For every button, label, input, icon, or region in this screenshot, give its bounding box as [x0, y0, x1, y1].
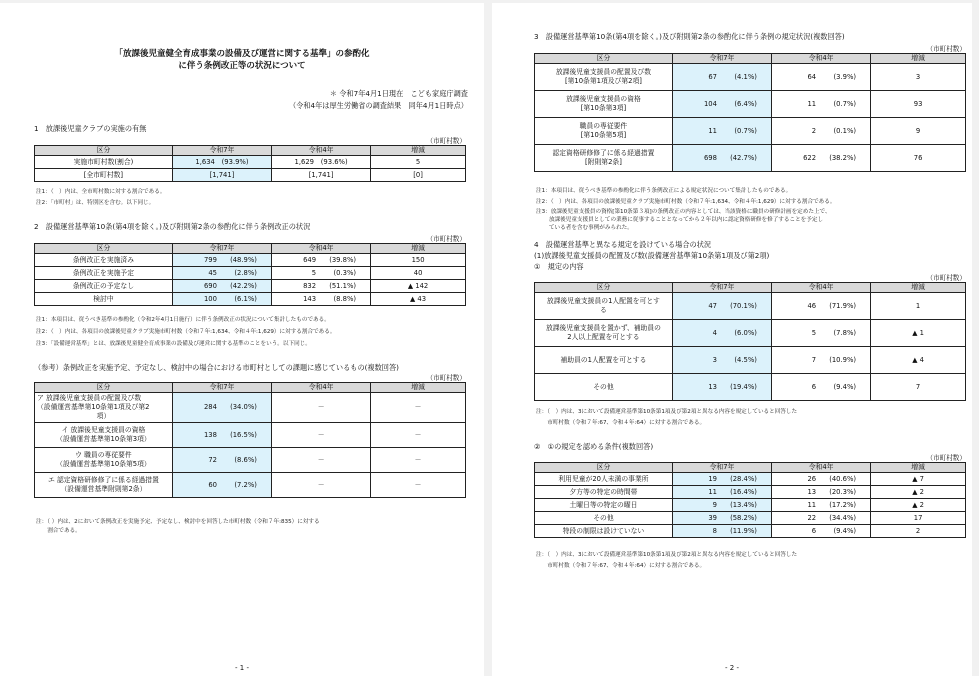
value-r7: 138 (16.5%) [172, 423, 271, 448]
col-header: 令和7年 [172, 383, 271, 393]
value-r7: 799 (48.9%) [172, 254, 271, 267]
row-label: 特段の制限は設けていない [535, 525, 673, 538]
reference-table-wrap [34, 374, 466, 498]
value-r7: 100 (6.1%) [172, 293, 271, 306]
value-r4: － [272, 473, 371, 498]
col-header: 区分 [35, 244, 173, 254]
value-r7: 9 (13.4%) [672, 499, 771, 512]
value-r7: 11 (0.7%) [672, 118, 771, 145]
value-r7: 39 (58.2%) [672, 512, 771, 525]
note: 放課後児童支援員としての業務に従事することとなってから２年以内に認定資格研修を修了することを予定し [536, 217, 824, 223]
col-header: 増減 [871, 54, 966, 64]
note: 割合である。 [36, 528, 81, 534]
value-r7: 11 (16.4%) [672, 486, 771, 499]
value-r7: 60 (7.2%) [172, 473, 271, 498]
value-diff: 7 [871, 374, 966, 401]
reference-heading: （参考）条例改正を実施予定、予定なし、検討中の場合における市町村としての課題に感じているもの(複数回答) [34, 363, 399, 372]
section-1-heading: 1 放課後児童クラブの実施の有無 [34, 124, 147, 133]
section-5-table-wrap [534, 454, 966, 538]
value-diff: [0] [371, 169, 466, 182]
section-3-heading: 3 設備運営基準第10条(第4項を除く。)及び附則第2条の参酌化に伴う条例の規定状況(複数回答) [534, 32, 845, 41]
value-r7: 45 (2.8%) [172, 267, 271, 280]
col-header: 増減 [371, 244, 466, 254]
page-2 [492, 3, 972, 676]
col-header: 区分 [35, 383, 173, 393]
value-r7: 13 (19.4%) [672, 374, 771, 401]
col-header: 令和7年 [172, 146, 271, 156]
value-diff: 40 [371, 267, 466, 280]
value-r4: [1,741] [272, 169, 371, 182]
value-r4: 46 (71.9%) [772, 293, 871, 320]
row-label: 検討中 [35, 293, 173, 306]
value-r7: 47 (70.1%) [672, 293, 771, 320]
value-r4: 11 (0.7%) [772, 91, 871, 118]
col-header: 令和4年 [772, 54, 871, 64]
note: 市町村数（令和７年:67、令和４年:64）に対する割合である。 [536, 563, 706, 569]
row-label: 放課後児童支援員の配置及び数 [第10条第1項及び第2項] [535, 64, 673, 91]
value-diff: 5 [371, 156, 466, 169]
page-number: - 2 - [725, 664, 739, 672]
col-header: 令和4年 [272, 383, 371, 393]
value-r4: 5 (0.3%) [272, 267, 371, 280]
section-4-sub: (1)放課後児童支援員の配置及び数(設備運営基準第10条第1項及び第2項) [534, 251, 770, 260]
value-r4: － [272, 393, 371, 423]
value-diff: － [371, 393, 466, 423]
value-r7: 8 (11.9%) [672, 525, 771, 538]
row-label: 利用児童が20人未満の事業所 [535, 473, 673, 486]
section-3-table [534, 53, 966, 172]
value-diff: ▲ 4 [871, 347, 966, 374]
value-diff: 9 [871, 118, 966, 145]
note: 注2：「市町村」は、特別区を含む。以下同じ。 [36, 200, 155, 206]
section-2-heading: 2 設備運営基準第10条(第4項を除く。)及び附則第2条の参酌化に伴う条例改正の状況 [34, 222, 311, 231]
row-label: 条例改正を実施予定 [35, 267, 173, 280]
note: 注3：「設備運営基準」とは、放課後児童健全育成事業の設備及び運営に関する基準のことをいう。以下同じ。 [36, 341, 311, 347]
col-header: 令和4年 [772, 283, 871, 293]
row-label: イ 放課後児童支援員の資格 （設備運営基準第10条第3項） [35, 423, 173, 448]
value-r4: 5 (7.8%) [772, 320, 871, 347]
page-1 [0, 3, 484, 676]
unit-label: （市町村数） [426, 374, 466, 382]
row-label: [全市町村数] [35, 169, 173, 182]
section-1-table [34, 145, 466, 182]
survey-date-note: （令和4年は厚生労働省の調査結果 同年4月1日時点） [288, 101, 468, 110]
value-r4: 13 (20.3%) [772, 486, 871, 499]
row-label: 放課後児童支援員の資格 [第10条第3項] [535, 91, 673, 118]
unit-label: （市町村数） [426, 235, 466, 243]
value-r4: 1,629 (93.6%) [272, 156, 371, 169]
value-diff: ▲ 2 [871, 486, 966, 499]
value-diff: 93 [871, 91, 966, 118]
reference-table [34, 382, 466, 498]
value-r4: － [272, 448, 371, 473]
value-diff: 2 [871, 525, 966, 538]
row-label: 職員の専従要件 [第10条第5項] [535, 118, 673, 145]
value-r7: 19 (28.4%) [672, 473, 771, 486]
col-header: 増減 [871, 463, 966, 473]
note: 注2：（ ）内は、各項目の放課後児童クラブ実施市町村数（令和７年:1,634、令和４年:1,629）に対する割合である。 [536, 199, 836, 205]
value-r4: 22 (34.4%) [772, 512, 871, 525]
value-diff: ▲ 7 [871, 473, 966, 486]
col-header: 区分 [535, 463, 673, 473]
section-4-table [534, 282, 966, 401]
unit-label: （市町村数） [426, 137, 466, 145]
value-r4: 832 (51.1%) [272, 280, 371, 293]
row-label: ウ 職員の専従要件 （設備運営基準第10条第5項） [35, 448, 173, 473]
survey-date: ＊ 令和7年4月1日現在 こども家庭庁調査 [329, 89, 468, 98]
row-label: 放課後児童支援員の1人配置を可とす る [535, 293, 673, 320]
value-diff: ▲ 2 [871, 499, 966, 512]
value-r7: 1,634 (93.9%) [172, 156, 271, 169]
row-label: その他 [535, 374, 673, 401]
note: ている者を含む事例がみられた。 [536, 225, 633, 231]
value-diff: 1 [871, 293, 966, 320]
value-diff: ▲ 43 [371, 293, 466, 306]
value-r7: 4 (6.0%) [672, 320, 771, 347]
value-r4: 64 (3.9%) [772, 64, 871, 91]
section-5-table [534, 462, 966, 538]
value-diff: 3 [871, 64, 966, 91]
col-header: 令和7年 [672, 463, 771, 473]
col-header: 増減 [371, 146, 466, 156]
row-label: ア 放課後児童支援員の配置及び数 （設備運営基準第10条第1項及び第2 項） [35, 393, 173, 423]
value-r4: 143 (8.8%) [272, 293, 371, 306]
col-header: 令和7年 [172, 244, 271, 254]
note: 市町村数（令和７年:67、令和４年:64）に対する割合である。 [536, 420, 706, 426]
value-r4: － [272, 423, 371, 448]
value-diff: 17 [871, 512, 966, 525]
note: 注1：本項目は、従うべき基準の参酌化（令和2年4月1日施行）に伴う条例改正の状況について集計したものである。 [36, 317, 330, 323]
row-label: 条例改正を実施済み [35, 254, 173, 267]
col-header: 令和4年 [272, 146, 371, 156]
note: 注：（ ）内は、3において設備運営基準第10条第1項及び第2項と異なる内容を規定していると回答した [536, 409, 798, 415]
col-header: 区分 [35, 146, 173, 156]
page-number: - 1 - [235, 664, 249, 672]
col-header: 令和7年 [672, 54, 771, 64]
value-r4: 622 (38.2%) [772, 145, 871, 172]
row-label: 条例改正の予定なし [35, 280, 173, 293]
note: 注：（ ）内は、2において条例改正を実施予定、予定なし、検討中を回答した市町村数（令和７年:835）に対する [36, 519, 320, 525]
document-title: 「放課後児童健全育成事業の設備及び運営に関する基準」の参酌化 に伴う条例改正等の状況について [114, 49, 370, 71]
col-header: 令和4年 [272, 244, 371, 254]
section-4-table-wrap [534, 274, 966, 401]
row-label: 補助員の1人配置を可とする [535, 347, 673, 374]
value-r7: 3 (4.5%) [672, 347, 771, 374]
col-header: 増減 [371, 383, 466, 393]
row-label: その他 [535, 512, 673, 525]
unit-label: （市町村数） [926, 274, 966, 282]
note: 注1：本項目は、従うべき基準の参酌化に伴う条例改正による規定状況について集計したものである。 [536, 188, 792, 194]
value-diff: － [371, 448, 466, 473]
value-r4: 2 (0.1%) [772, 118, 871, 145]
value-r4: 11 (17.2%) [772, 499, 871, 512]
col-header: 増減 [871, 283, 966, 293]
col-header: 区分 [535, 283, 673, 293]
section-4-sub1: ① 規定の内容 [534, 262, 584, 271]
unit-label: （市町村数） [926, 45, 966, 53]
note: 注：（ ）内は、3において設備運営基準第10条第1項及び第2項と異なる内容を規定していると回答した [536, 552, 798, 558]
col-header: 令和7年 [672, 283, 771, 293]
value-r7: 698 (42.7%) [672, 145, 771, 172]
section-4-heading: 4 設備運営基準と異なる規定を設けている場合の状況 [534, 240, 712, 249]
value-diff: ▲ 1 [871, 320, 966, 347]
row-label: 実施市町村数(割合) [35, 156, 173, 169]
unit-label: （市町村数） [926, 454, 966, 462]
value-diff: － [371, 423, 466, 448]
col-header: 令和4年 [772, 463, 871, 473]
note: 注3：放課後児童支援員の資格[第10条第３項]の条例改正の内容としては、当該資格に職員の研修計画を定めた上で、 [536, 209, 831, 215]
value-r4: 6 (9.4%) [772, 374, 871, 401]
section-2-table-wrap [34, 235, 466, 306]
row-label: 認定資格研修修了に係る経過措置 [附則第2条] [535, 145, 673, 172]
value-r7: [1,741] [172, 169, 271, 182]
row-label: 土曜日等の特定の曜日 [535, 499, 673, 512]
value-r7: 284 (34.0%) [172, 393, 271, 423]
value-diff: ▲ 142 [371, 280, 466, 293]
note: 注1：（ ）内は、全市町村数に対する割合である。 [36, 189, 166, 195]
section-1-table-wrap [34, 137, 466, 182]
note: 注2：（ ）内は、各項目の放課後児童クラブ実施市町村数（令和７年:1,634、令和４年:1,629）に対する割合である。 [36, 329, 336, 335]
col-header: 区分 [535, 54, 673, 64]
value-diff: 76 [871, 145, 966, 172]
row-label: 放課後児童支援員を置かず、補助員の 2人以上配置を可とする [535, 320, 673, 347]
value-r7: 690 (42.2%) [172, 280, 271, 293]
row-label: エ 認定資格研修修了に係る経過措置 （設備運営基準附則第2条） [35, 473, 173, 498]
value-diff: － [371, 473, 466, 498]
section-2-table [34, 243, 466, 306]
value-r7: 104 (6.4%) [672, 91, 771, 118]
value-r7: 72 (8.6%) [172, 448, 271, 473]
value-r4: 26 (40.6%) [772, 473, 871, 486]
value-r7: 67 (4.1%) [672, 64, 771, 91]
value-r4: 7 (10.9%) [772, 347, 871, 374]
section-5-heading: ② ①の規定を認める条件(複数回答) [534, 442, 654, 451]
value-diff: 150 [371, 254, 466, 267]
row-label: 夕方等の特定の時間帯 [535, 486, 673, 499]
value-r4: 6 (9.4%) [772, 525, 871, 538]
section-3-table-wrap [534, 45, 966, 172]
value-r4: 649 (39.8%) [272, 254, 371, 267]
